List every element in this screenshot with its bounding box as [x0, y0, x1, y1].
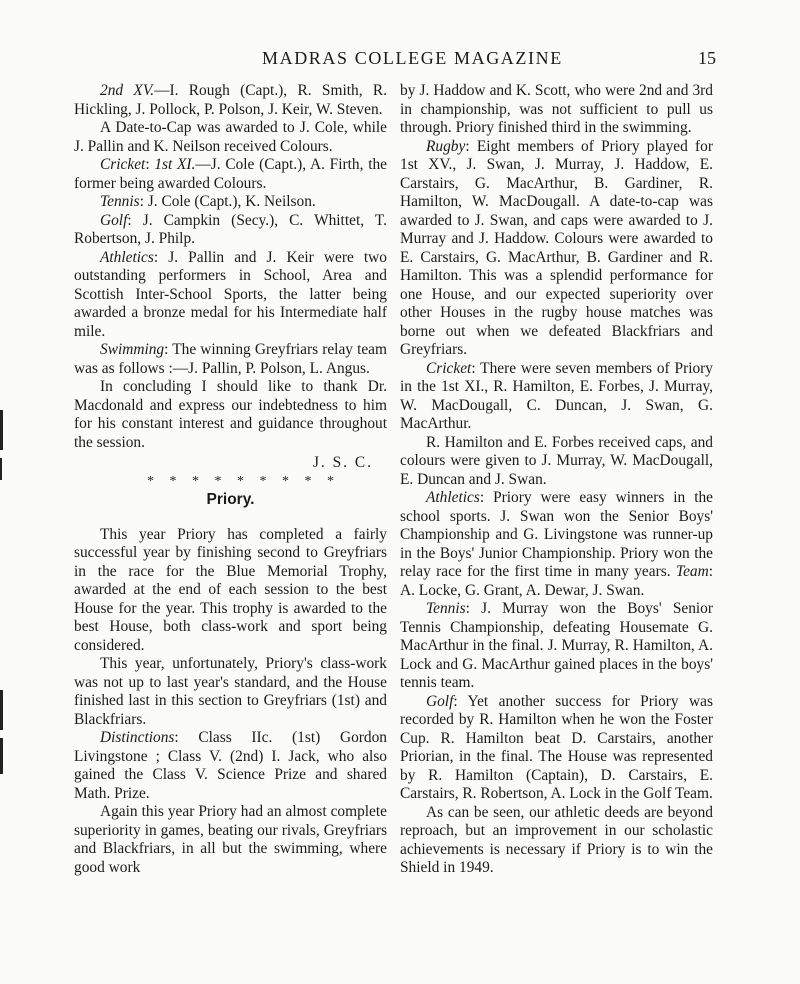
- signature: J. S. C.: [312, 454, 373, 471]
- text-priory-golf: : Yet another success for Priory was recorded by R. Hamilton when he won the Foster Cup. R. Hamilton beat D. Carstairs, another Priorian, in the final. The House was represented by R. Hamilton (Captain), D. Carstairs, E. Carstairs, R. Robertson, A. Lock in the Golf Team.: [400, 692, 713, 802]
- right-column: [400, 82, 713, 878]
- label-team: Team: [675, 563, 709, 580]
- text-cricket: —J. Cole (Capt.), A. Firth, the former being awarded Colours.: [74, 156, 387, 192]
- paragraph-golf: [74, 212, 387, 249]
- scan-edge-mark: [0, 458, 2, 480]
- paragraph-conclusion: As can be seen, our athletic deeds are beyond reproach, but an improvement in our scholastic achievements is necessary if Priory is to win the Shield in 1949.: [400, 803, 713, 876]
- section-heading-priory: Priory.: [206, 491, 255, 508]
- paragraph-tennis: [74, 193, 387, 212]
- paragraph-priory-athletics: [400, 489, 713, 600]
- label-priory-golf: Golf: [426, 692, 454, 710]
- paragraph-priory-golf: [400, 693, 713, 804]
- sep-cricket: :: [145, 156, 155, 173]
- paragraph-distinctions: [74, 729, 387, 803]
- paragraph-priory-cricket: [400, 360, 713, 434]
- scan-edge-mark: [0, 410, 3, 450]
- page-header: [0, 48, 800, 72]
- text-priory-cricket: : There were seven members of Priory in the 1st XI., R. Hamilton, E. Forbes, J. Murray, W. MacDougall, C. Duncan, J. Swan, G. MacArthur.: [400, 359, 713, 432]
- text-swimming: : The winning Greyfriars relay team was as follows :—J. Pallin, P. Polson, L. Angus.: [74, 341, 387, 377]
- paragraph-cricket: [74, 156, 387, 193]
- paragraph-concluding: In concluding I should like to thank Dr. Macdonald and express our indebtedness to him for his constant interest and guidance throughout the session.: [74, 378, 387, 451]
- text-priory-tennis: : J. Murray won the Boys' Senior Tennis Championship, defeating Housemate G. MacArthur in the final. J. Murray, R. Hamilton, A. Lock and G. MacArthur gained places in the boys' tennis team.: [400, 600, 713, 691]
- label-2nd-xv: 2nd XV.: [100, 82, 155, 99]
- text-tennis: : J. Cole (Capt.), K. Neilson.: [139, 193, 316, 210]
- label-distinctions: Distinctions: [100, 729, 175, 746]
- paragraph-athletics: [74, 249, 387, 342]
- paragraph-priory-intro: This year Priory has completed a fairly successful year by finishing second to Greyfriars in the race for the Blue Memorial Trophy, awarded at the end of each session to the best House for the year. This trophy is awarded to the best House, both class-work and sport being considered.: [74, 525, 387, 654]
- paragraph-swimming-continued: by J. Haddow and K. Scott, who were 2nd and 3rd in championship, was not sufficient to pull us through. Priory finished third in the swimming.: [400, 82, 713, 136]
- paragraph-2nd-xv: [74, 82, 387, 119]
- paragraph-games: Again this year Priory had an almost complete superiority in games, beating our rivals, Greyfriars and Blackfriars, in all but the swimming, where good work: [74, 803, 387, 876]
- label-priory-athletics: Athletics: [426, 489, 480, 506]
- paragraph-swimming: [74, 341, 387, 378]
- paragraph-priory-classwork: This year, unfortunately, Priory's class-work was not up to last year's standard, and the House finished last in this section to Greyfriars (1st) and Blackfriars.: [74, 655, 387, 728]
- label-athletics: Athletics: [100, 248, 154, 266]
- paragraph-date-to-cap: A Date-to-Cap was awarded to J. Cole, while J. Pallin and K. Neilson received Colours.: [74, 119, 387, 155]
- scan-edge-mark: [0, 690, 3, 730]
- label-priory-cricket: Cricket: [426, 359, 472, 377]
- label-cricket: Cricket: [100, 156, 146, 173]
- label-priory-tennis: Tennis: [426, 600, 466, 617]
- text-team: : A. Locke, G. Grant, A. Dewar, J. Swan.: [400, 563, 713, 599]
- label-swimming: Swimming: [100, 341, 165, 358]
- text-distinctions: : Class IIc. (1st) Gordon Livingstone ; Class V. (2nd) I. Jack, who also gained the Class V. Science Prize and shared Math. Prize.: [74, 729, 387, 802]
- left-column: [74, 82, 387, 877]
- text-athletics: : J. Pallin and J. Keir were two outstanding performers in School, Area and Scottish Inter-School Sports, the latter being awarded a bronze medal for his Intermediate half mile.: [74, 248, 387, 340]
- text-rugby: : Eight members of Priory played for 1st XV., J. Swan, J. Murray, J. Haddow, E. Carstairs, G. MacArthur, B. Gardiner, R. Hamilton, W. MacDougall. A date-to-cap was awarded to J. Swan, and caps were awarded to J. Murray and J. Haddow. Colours were awarded to E. Carstairs, G. MacArthur, B. Gardiner and R. Hamilton. This was a splendid performance for one House, and our expected superiority over other Houses in the rugby house matches was borne out when we defeated Blackfriars and Greyfriars.: [400, 137, 713, 358]
- label-golf: Golf: [100, 211, 128, 229]
- label-tennis: Tennis: [100, 193, 140, 210]
- paragraph-caps: R. Hamilton and E. Forbes received caps, and colours were given to J. Murray, W. MacDougall, E. Duncan and J. Swan.: [400, 433, 713, 488]
- magazine-title: MADRAS COLLEGE MAGAZINE: [262, 48, 563, 68]
- text-golf: : J. Campkin (Secy.), C. Whittet, T. Robertson, J. Philp.: [74, 211, 387, 247]
- paragraph-rugby: [400, 138, 713, 360]
- label-rugby: Rugby: [426, 137, 466, 155]
- page-number: 15: [698, 48, 716, 68]
- text-2nd-xv: —I. Rough (Capt.), R. Smith, R. Hickling, J. Pollock, P. Polson, J. Keir, W. Steven.: [74, 82, 387, 118]
- text-priory-athletics: : Priory were easy winners in the school sports. J. Swan won the Senior Boys' Championship and G. Livingstone was runner-up in the Boys' Junior Championship. Priory won the relay race for the first time in many years.: [400, 489, 713, 580]
- sublabel-1st-xi: 1st XI.: [154, 156, 196, 173]
- scan-edge-mark: [0, 738, 3, 774]
- paragraph-priory-tennis: [400, 600, 713, 693]
- section-divider: * * * * * * * * *: [147, 473, 340, 489]
